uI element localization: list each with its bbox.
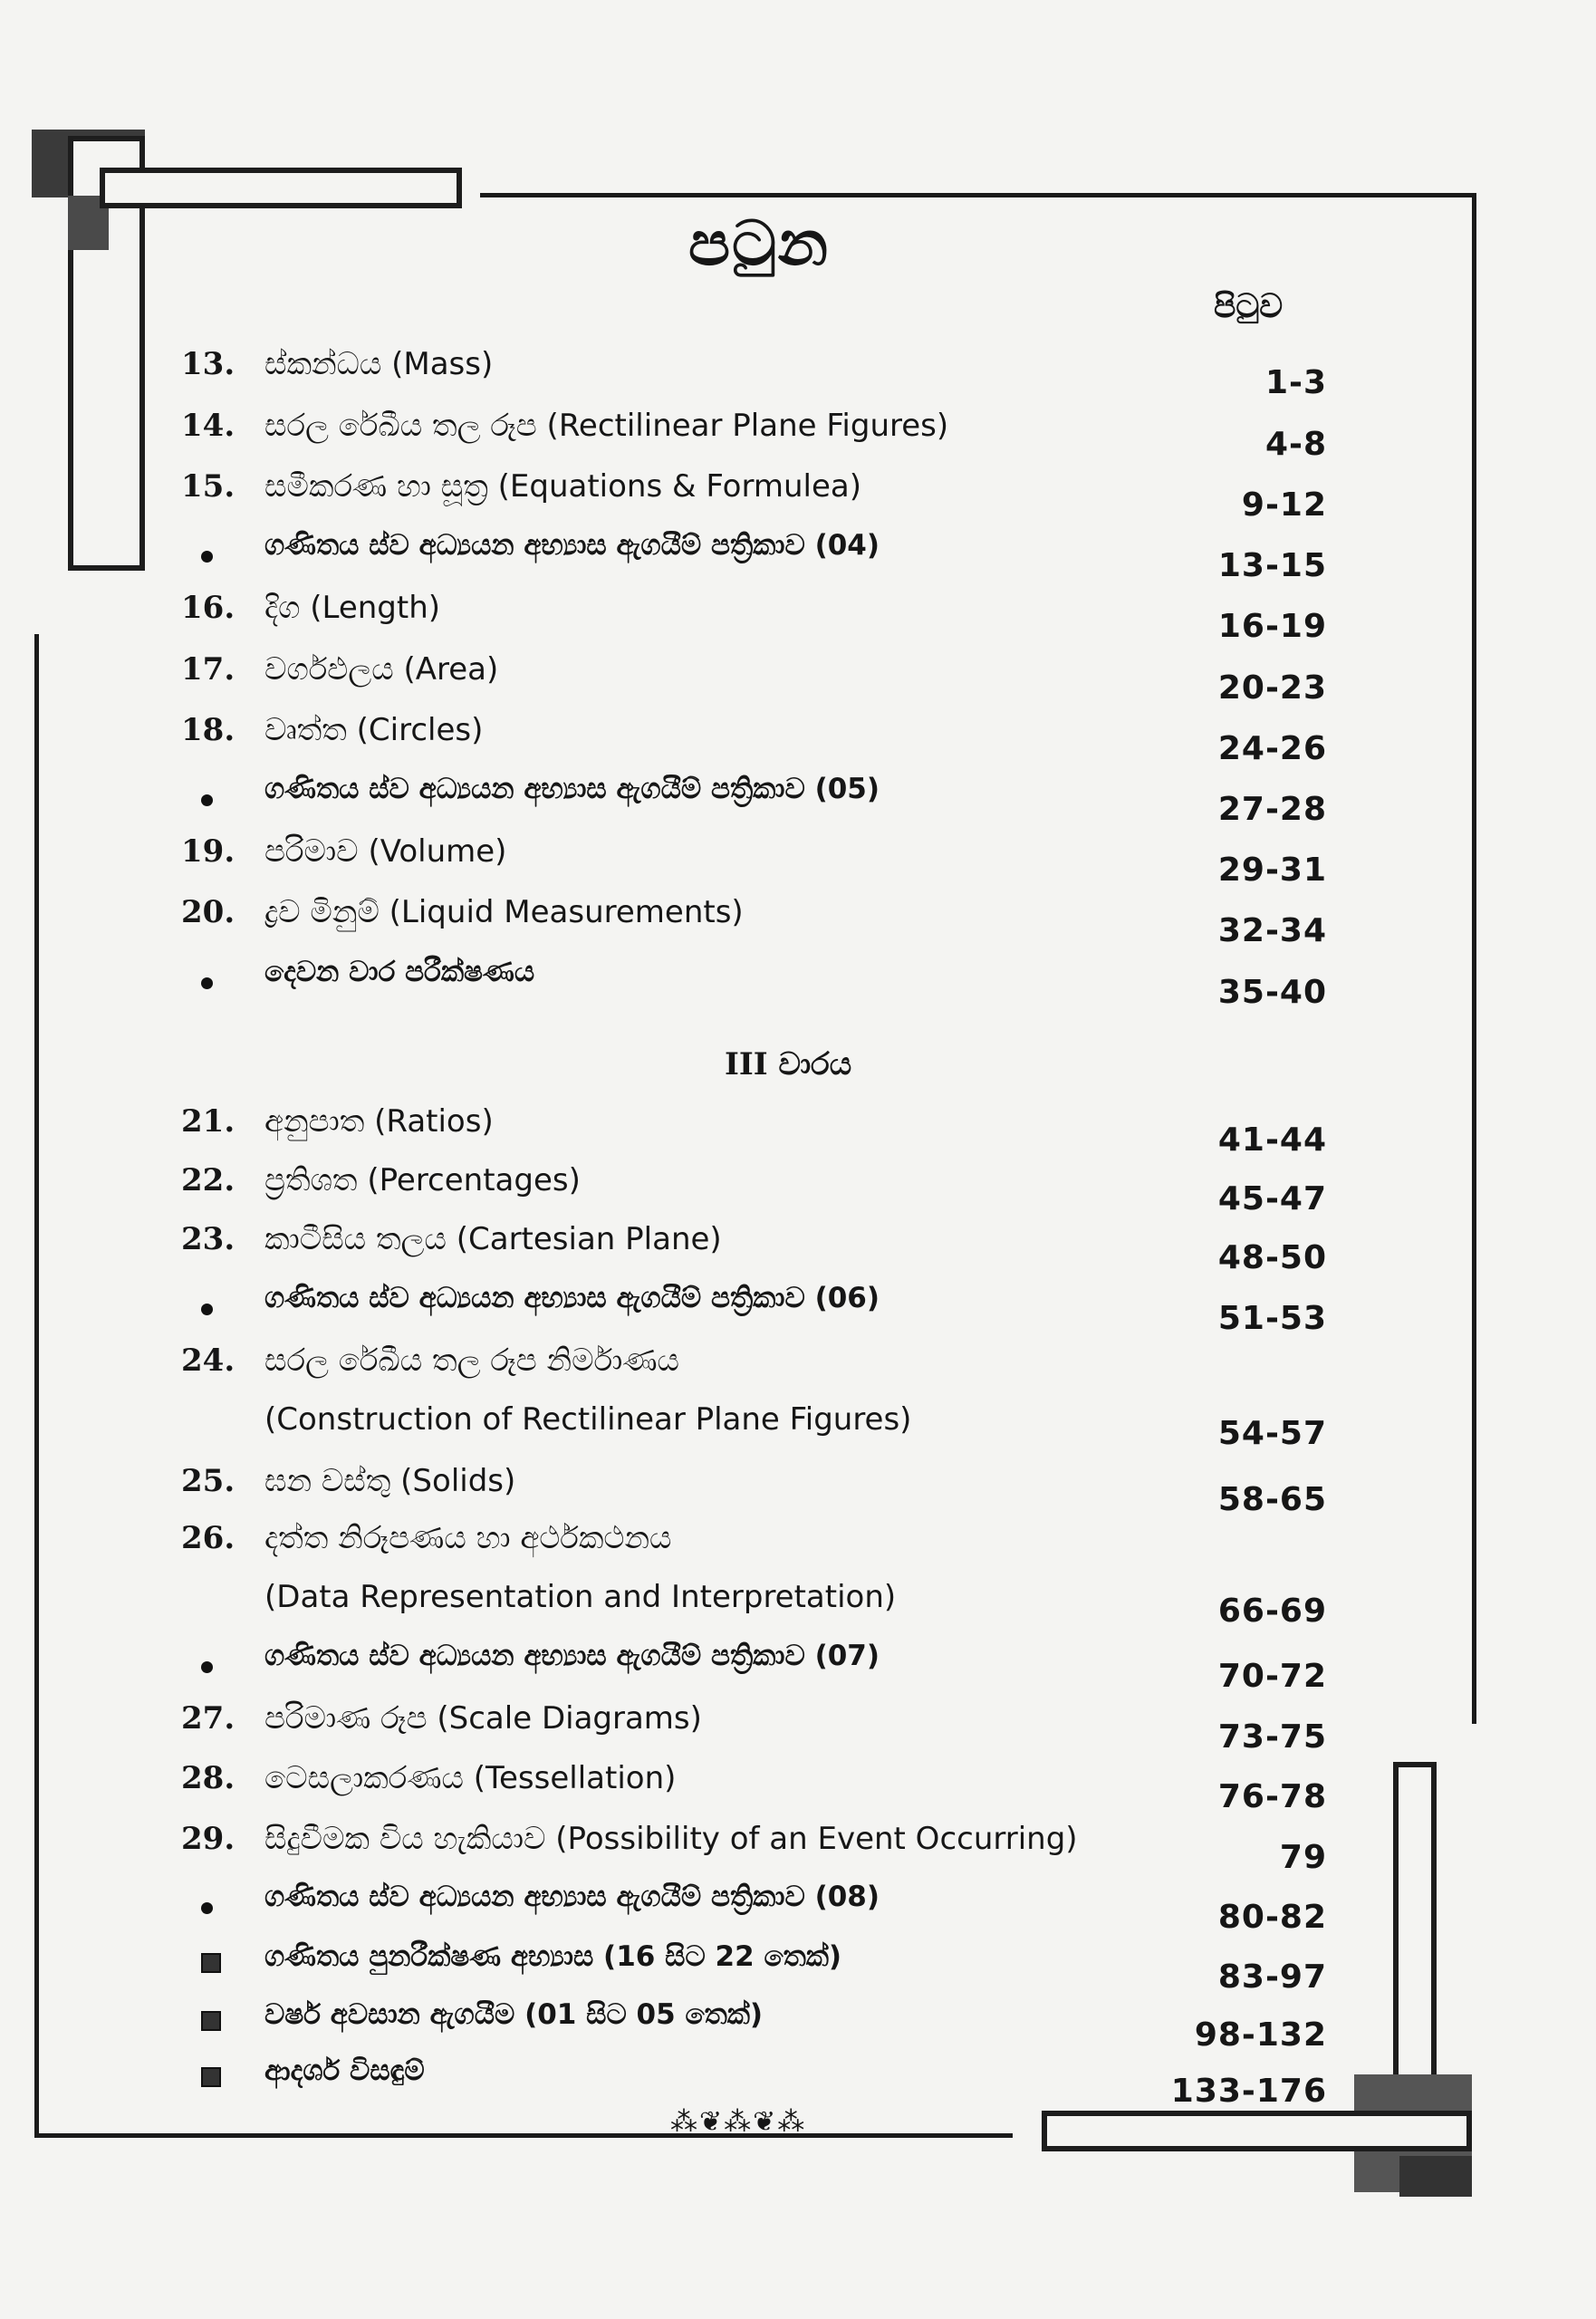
- chapter-number: 15.: [181, 468, 236, 505]
- frame-top-bar: [100, 168, 462, 208]
- toc-entry-title: ගණිතය ස්ව අධ්‍යයන අභ්‍යාස ඇගයීම් පත්‍රිකාව (07): [264, 1640, 880, 1672]
- toc-entry-title: ගණිතය ස්ව අධ්‍යයන අභ්‍යාස ඇගයීම් පත්‍රිකාව (05): [264, 773, 880, 805]
- chapter-number: 22.: [181, 1162, 236, 1198]
- toc-row[interactable]: [0, 1760, 1596, 1814]
- toc-row[interactable]: [0, 346, 1596, 400]
- toc-row[interactable]: [0, 773, 1596, 827]
- toc-entry-title: වෘත්ත (Circles): [264, 712, 484, 748]
- page-range: 13-15: [1217, 547, 1327, 584]
- toc-row[interactable]: [0, 712, 1596, 766]
- page-range: 45-47: [1217, 1180, 1327, 1217]
- toc-entry-title: සිදුවීමක විය හැකියාව (Possibility of an Event Occurring): [264, 1821, 1078, 1857]
- chapter-number: 27.: [181, 1700, 236, 1737]
- page-range: 80-82: [1217, 1899, 1327, 1936]
- chapter-number: 24.: [181, 1342, 236, 1379]
- toc-row[interactable]: [0, 1821, 1596, 1875]
- page-range: 51-53: [1217, 1300, 1327, 1337]
- page-range: 1-3: [1264, 364, 1327, 401]
- page-range: 73-75: [1217, 1718, 1327, 1756]
- page-range: 98-132: [1194, 2016, 1327, 2054]
- square-bullet-icon: [201, 2067, 221, 2087]
- toc-entry-title: ගණිතය පුනරීක්ෂණ අභ්‍යාස (16 සිට 22 තෙක්): [264, 1940, 842, 1973]
- page-range: 66-69: [1217, 1593, 1327, 1630]
- chapter-number: 17.: [181, 651, 236, 688]
- toc-entry-title: ගණිතය ස්ව අධ්‍යයන අභ්‍යාස ඇගයීම් පත්‍රිකාව (04): [264, 529, 880, 562]
- toc-row[interactable]: [0, 1940, 1596, 1995]
- chapter-number: 21.: [181, 1103, 236, 1140]
- toc-row[interactable]: [0, 2054, 1596, 2109]
- toc-entry-subtitle: (Construction of Rectilinear Plane Figures): [264, 1401, 912, 1438]
- toc-row[interactable]: [0, 1162, 1596, 1217]
- page-range: 4-8: [1264, 426, 1327, 463]
- bullet-icon: [201, 794, 213, 806]
- bullet-icon: [201, 551, 213, 563]
- toc-row[interactable]: [0, 1520, 1596, 1630]
- toc-entry-title: ගණිතය ස්ව අධ්‍යයන අභ්‍යාස ඇගයීම් පත්‍රිකාව (08): [264, 1881, 880, 1913]
- toc-entry-title: දෙවන වාර පරීක්ෂණය: [264, 956, 535, 988]
- page-range: 32-34: [1217, 912, 1327, 949]
- toc-entry-title: ගණිතය ස්ව අධ්‍යයන අභ්‍යාස ඇගයීම් පත්‍රිකාව (06): [264, 1282, 880, 1314]
- chapter-number: 13.: [181, 346, 236, 382]
- page-range: 35-40: [1217, 974, 1327, 1011]
- chapter-number: 29.: [181, 1821, 236, 1857]
- chapter-number: 23.: [181, 1221, 236, 1257]
- section-heading: III වාරය: [725, 1046, 852, 1083]
- page-range: 29-31: [1217, 852, 1327, 889]
- page-range: 83-97: [1217, 1958, 1327, 1996]
- toc-row[interactable]: [0, 651, 1596, 706]
- toc-row[interactable]: [0, 1282, 1596, 1336]
- page-range: 27-28: [1217, 791, 1327, 828]
- toc-entry-title: සරල රේඛීය තල රූප (Rectilinear Plane Figures): [264, 408, 949, 444]
- page-range: 54-57: [1217, 1415, 1327, 1452]
- square-bullet-icon: [201, 1953, 221, 1973]
- toc-entry-title: ද්‍රව මිනුම් (Liquid Measurements): [264, 894, 744, 930]
- toc-entry-title: දිග (Length): [264, 590, 441, 626]
- chapter-number: 16.: [181, 590, 236, 626]
- page-range: 133-176: [1170, 2073, 1327, 2110]
- toc-row[interactable]: [0, 590, 1596, 644]
- toc-entry-subtitle: (Data Representation and Interpretation): [264, 1579, 897, 1615]
- page-range: 41-44: [1217, 1121, 1327, 1159]
- square-bullet-icon: [201, 2011, 221, 2031]
- toc-entry-title: කාටීසිය තලය (Cartesian Plane): [264, 1221, 722, 1257]
- toc-entry-title: ආදර්ශ විසඳුම්: [264, 2054, 425, 2087]
- toc-entry-title: පරිමාව (Volume): [264, 833, 507, 870]
- toc-entry-title: ඝන වස්තු (Solids): [264, 1463, 516, 1499]
- page-range: 20-23: [1217, 669, 1327, 707]
- toc-entry-title: පරිමාණ රූප (Scale Diagrams): [264, 1700, 702, 1737]
- page-range: 58-65: [1217, 1481, 1327, 1518]
- toc-row[interactable]: [0, 468, 1596, 523]
- chapter-number: 19.: [181, 833, 236, 870]
- page-range: 9-12: [1241, 486, 1327, 524]
- bullet-icon: [201, 1902, 213, 1914]
- page-range: 76-78: [1217, 1778, 1327, 1815]
- frame-corner-bottom-right-square2: [1399, 2156, 1472, 2197]
- toc-entry-title: සරල රේඛීය තල රූප නිර්මාණය: [264, 1342, 679, 1379]
- page-range: 79: [1279, 1839, 1327, 1876]
- frame-bottom-bar: [1042, 2111, 1472, 2151]
- toc-entry-title: ප්‍රතිශත (Percentages): [264, 1162, 581, 1198]
- bullet-icon: [201, 1661, 213, 1673]
- page-range: 48-50: [1217, 1239, 1327, 1276]
- toc-row[interactable]: [0, 894, 1596, 948]
- toc-row[interactable]: [0, 1342, 1596, 1452]
- page-range: 16-19: [1217, 608, 1327, 645]
- chapter-number: 25.: [181, 1463, 236, 1499]
- toc-row[interactable]: [0, 1463, 1596, 1517]
- bullet-icon: [201, 977, 213, 989]
- page-title: පටුන: [688, 208, 831, 280]
- toc-entry-title: වර්ගඵලය (Area): [264, 651, 499, 688]
- chapter-number: 20.: [181, 894, 236, 930]
- toc-row[interactable]: [0, 1881, 1596, 1935]
- chapter-number: 28.: [181, 1760, 236, 1796]
- toc-row[interactable]: [0, 956, 1596, 1010]
- chapter-number: 14.: [181, 408, 236, 444]
- toc-row[interactable]: [0, 529, 1596, 583]
- toc-entry-title: වර්ෂ අවසාන ඇගයීම (01 සිට 05 තෙක්): [264, 1998, 764, 2031]
- toc-entry-title: සමීකරණ හා සූත්‍ර (Equations & Formulea): [264, 468, 861, 505]
- end-ornament: ⁂❦⁂❦⁂: [670, 2106, 807, 2138]
- toc-entry-title: දත්ත නිරූපණය හා අර්ථකථනය: [264, 1520, 672, 1556]
- chapter-number: 18.: [181, 712, 236, 748]
- toc-row[interactable]: [0, 833, 1596, 888]
- chapter-number: 26.: [181, 1520, 236, 1556]
- toc-row[interactable]: [0, 1998, 1596, 2053]
- page-range: 70-72: [1217, 1658, 1327, 1695]
- frame-top-line: [480, 193, 1476, 197]
- toc-entry-title: ටෙසලාකරණය (Tessellation): [264, 1760, 677, 1796]
- frame-bottom-line: [34, 2133, 1013, 2138]
- toc-row[interactable]: [0, 1700, 1596, 1755]
- toc-row[interactable]: [0, 1221, 1596, 1275]
- toc-entry-title: ස්කන්ධය (Mass): [264, 346, 494, 382]
- toc-row[interactable]: [0, 408, 1596, 462]
- bullet-icon: [201, 1304, 213, 1315]
- page-range: 24-26: [1217, 730, 1327, 767]
- page-column-header: පිටුව: [1214, 288, 1284, 325]
- toc-row[interactable]: [0, 1640, 1596, 1694]
- toc-entry-title: අනුපාත (Ratios): [264, 1103, 494, 1140]
- toc-row[interactable]: [0, 1103, 1596, 1158]
